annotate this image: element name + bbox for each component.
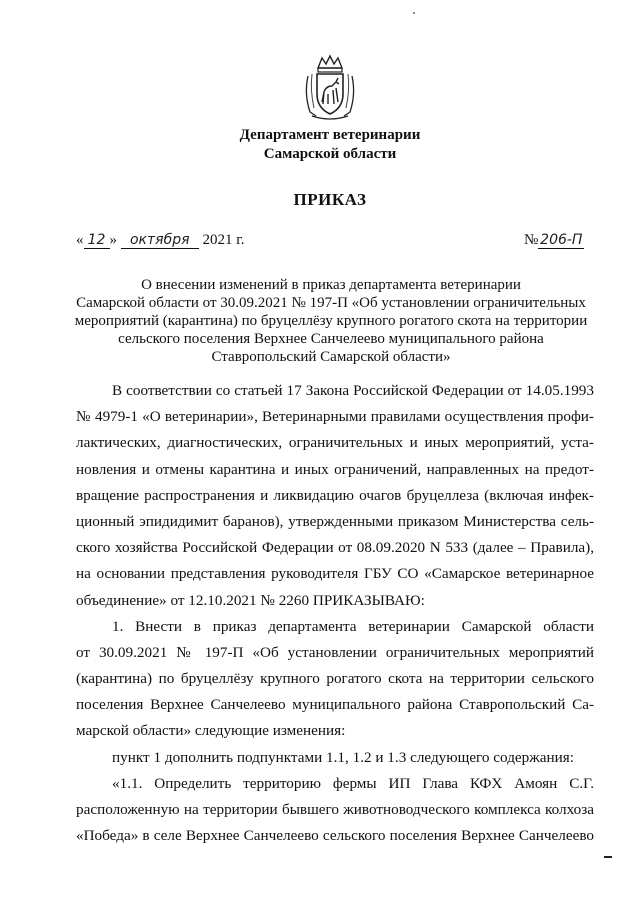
page-continuation-mark [604, 856, 612, 858]
order-subject [70, 276, 592, 366]
order-body [76, 378, 594, 849]
body-line: от 30.09.2021 № 197-П «Об установлении ограничительных мероприятий [76, 643, 594, 661]
body-line: В соответствии со статьей 17 Закона Российской Федерации от 14.05.1993 [112, 382, 594, 399]
body-line: марской области» следующие изменения: [76, 722, 346, 740]
body-line: расположенную на территории бывшего животноводческого комплекса колхоза [76, 801, 594, 818]
subject-line: сельского поселения Верхнее Санчелеево муниципального района [118, 331, 544, 347]
date-close-quote: » [109, 232, 117, 248]
order-date [76, 232, 244, 249]
body-line: ского хозяйства Российской Федерации от 08.09.2020 N 533 (далее – Правила), [76, 539, 594, 557]
subject-line: Ставропольский Самарской области» [211, 349, 451, 365]
department-line-2: Самарской области [263, 146, 397, 162]
order-number [524, 232, 584, 249]
number-value: 206-П [540, 232, 583, 248]
body-line: лактических, диагностических, ограничительных и иных мероприятий, уста- [76, 434, 594, 452]
body-line: 1. Внести в приказ департамента ветеринарии Самарской области [112, 617, 594, 635]
date-day: 12 [84, 232, 110, 249]
body-line: пункт 1 дополнить подпунктами 1.1, 1.2 и 1.3 следующего содержания: [112, 748, 574, 766]
subject-line: Самарской области от 30.09.2021 № 197-П «Об установлении ограничительных [76, 295, 586, 311]
subject-line: О внесении изменений в приказ департамента ветеринарии [141, 277, 521, 293]
body-line: ционный эпидидимит баранов), утвержденными приказом Министерства сель- [76, 512, 594, 530]
body-line: «Победа» в селе Верхнее Санчелеево сельского поселения Верхнее Санчелеево [76, 827, 594, 845]
number-prefix: № [524, 232, 539, 248]
body-line: (карантина) по бруцеллёзу крупного рогатого скота на территории сельского [76, 670, 594, 688]
body-line: на основании представления руководителя ГБУ СО «Самарское ветеринарное [76, 565, 594, 583]
body-line: вращение распространения и ликвидацию очагов бруцеллеза (включая инфек- [76, 486, 594, 504]
samara-coat-of-arms-icon [302, 54, 358, 122]
date-open-quote: « [76, 232, 84, 248]
order-title: ПРИКАЗ [293, 190, 367, 209]
body-line: «1.1. Определить территорию фермы ИП Глава КФХ Амоян С.Г. [112, 774, 594, 792]
department-line-1: Департамент ветеринарии [239, 127, 421, 143]
date-year: 2021 г. [202, 232, 245, 248]
date-month: октября [121, 232, 199, 249]
body-line: № 4979-1 «О ветеринарии», Ветеринарными правилами осуществления профи- [76, 408, 594, 426]
subject-line: мероприятий (карантина) по бруцеллёзу крупного рогатого скота на территории [74, 313, 588, 329]
body-line: поселения Верхнее Санчелеево муниципального района Ставропольский Са- [76, 696, 594, 714]
scan-speck [413, 12, 415, 14]
department-name [160, 126, 500, 164]
body-line: объединение» от 12.10.2021 № 2260 ПРИКАЗЫВАЮ: [76, 591, 425, 609]
body-line: новления и отмены карантина и иных ограничений, направленных на предот- [76, 460, 594, 478]
